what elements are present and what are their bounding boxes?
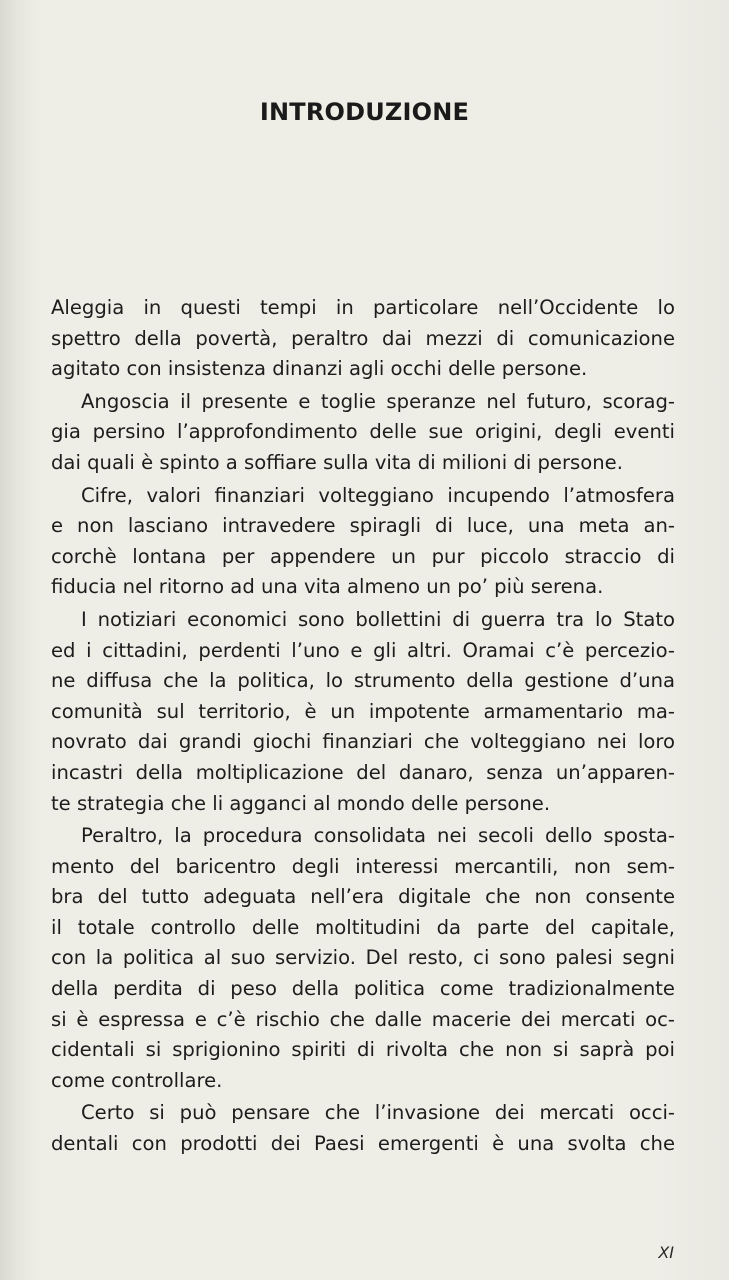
paragraph — [51, 481, 675, 603]
text-line: della perdita di peso della politica come tradizionalmente — [51, 977, 675, 1001]
text-line: con la politica al suo servizio. Del resto, ci sono palesi segni — [51, 946, 675, 970]
text-line: dentali con prodotti dei Paesi emergenti è una svolta che — [51, 1132, 675, 1156]
text-line: bra del tutto adeguata nell’era digitale che non consente — [51, 885, 675, 909]
text-line: corchè lontana per appendere un pur piccolo straccio di — [51, 544, 675, 568]
text-line: Aleggia in questi tempi in particolare nell’Occidente lo — [51, 296, 675, 319]
text-line: si è espressa e c’è rischio che dalle macerie dei mercati oc- — [51, 1007, 675, 1031]
text-line: I notiziari economici sono bollettini di guerra tra lo Stato — [81, 607, 675, 631]
paragraph — [51, 387, 675, 479]
text-line: novrato dai grandi giochi finanziari che volteggiano nei loro — [51, 730, 675, 754]
paragraph — [51, 605, 675, 819]
text-line: comunità sul territorio, è un impotente armamentario ma- — [51, 699, 675, 723]
text-line: cidentali si sprigionino spiriti di rivolta che non si saprà poi — [51, 1038, 675, 1062]
text-line: come controllare. — [51, 1068, 223, 1092]
text-line: fiducia nel ritorno ad una vita almeno un po’ più serena. — [51, 575, 604, 599]
chapter-title: INTRODUZIONE — [259, 98, 470, 126]
text-line: mento del baricentro degli interessi mercantili, non sem- — [51, 854, 675, 878]
text-line: ed i cittadini, perdenti l’uno e gli altri. Oramai c’è percezio- — [51, 638, 675, 662]
text-line: dai quali è spinto a soffiare sulla vita di milioni di persone. — [51, 450, 623, 474]
text-line: spettro della povertà, peraltro dai mezzi di comunicazione — [51, 326, 675, 350]
paragraph — [51, 821, 675, 1096]
text-line: incastri della moltiplicazione del danaro, senza un’apparen- — [51, 760, 675, 784]
text-line: e non lasciano intravedere spiragli di luce, una meta an- — [51, 514, 675, 538]
text-line: il totale controllo delle moltitudini da parte del capitale, — [51, 915, 675, 939]
text-line: te strategia che li agganci al mondo delle persone. — [51, 791, 551, 815]
paragraph — [51, 1098, 675, 1159]
text-line: agitato con insistenza dinanzi agli occhi delle persone. — [51, 357, 588, 381]
paragraph — [51, 293, 675, 385]
body-text — [51, 293, 675, 1162]
text-line: ne diffusa che la politica, lo strumento della gestione d’una — [51, 669, 675, 693]
text-line: Cifre, valori finanziari volteggiano incupendo l’atmosfera — [81, 483, 675, 507]
page-number: XI — [658, 1243, 674, 1262]
text-line: Peraltro, la procedura consolidata nei secoli dello sposta- — [81, 824, 675, 848]
text-line: Certo si può pensare che l’invasione dei mercati occi- — [81, 1101, 675, 1125]
text-line: Angoscia il presente e toglie speranze nel futuro, scorag- — [81, 389, 675, 413]
text-line: gia persino l’approfondimento delle sue origini, degli eventi — [51, 420, 675, 444]
